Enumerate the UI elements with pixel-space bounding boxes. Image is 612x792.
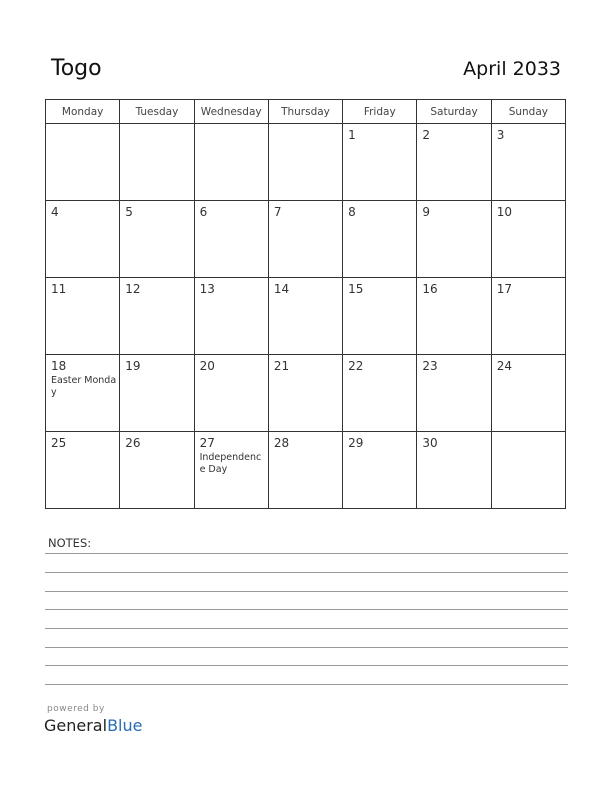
notes-line — [45, 553, 568, 554]
day-cell — [491, 278, 565, 355]
day-number: 8 — [348, 205, 356, 219]
week-row — [46, 278, 566, 355]
day-cell — [46, 355, 120, 432]
notes-line — [45, 647, 568, 648]
weekday-tuesday: Tuesday — [120, 100, 194, 124]
day-number: 17 — [496, 282, 512, 296]
notes-label: NOTES: — [48, 536, 92, 550]
weekday-monday: Monday — [46, 100, 120, 124]
day-cell — [343, 201, 417, 278]
day-number: 2 — [422, 128, 431, 142]
day-cell — [194, 124, 268, 201]
day-number: 10 — [496, 205, 512, 219]
day-number: 28 — [273, 436, 290, 450]
day-cell — [417, 278, 491, 355]
day-cell — [268, 432, 342, 509]
day-cell — [417, 432, 491, 509]
day-number: 20 — [199, 359, 215, 373]
weekday-saturday: Saturday — [417, 100, 491, 124]
day-cell — [417, 355, 491, 432]
day-cell — [194, 278, 268, 355]
day-number: 22 — [348, 359, 364, 373]
day-cell — [120, 432, 194, 509]
day-number: 13 — [199, 282, 215, 296]
day-number: 9 — [422, 205, 431, 219]
day-cell — [268, 124, 342, 201]
day-number: 15 — [348, 282, 364, 296]
notes-line — [45, 684, 568, 685]
day-cell — [343, 432, 417, 509]
weekday-header-row — [46, 100, 566, 124]
day-number: 1 — [348, 128, 356, 142]
day-cell — [491, 124, 565, 201]
day-number: 25 — [51, 436, 67, 450]
day-cell — [343, 355, 417, 432]
notes-line — [45, 591, 568, 592]
day-number: 5 — [125, 205, 133, 219]
day-cell — [120, 201, 194, 278]
day-cell — [194, 355, 268, 432]
week-row — [46, 201, 566, 278]
notes-line — [45, 628, 568, 629]
holiday-label: Independence Day — [199, 452, 262, 475]
weekday-thursday: Thursday — [268, 100, 342, 124]
day-number: 11 — [51, 282, 67, 296]
day-cell — [194, 201, 268, 278]
notes-line — [45, 665, 568, 666]
day-cell — [268, 355, 342, 432]
day-number: 18 — [51, 359, 67, 373]
weekday-wednesday: Wednesday — [194, 100, 268, 124]
weekday-friday: Friday — [343, 100, 417, 124]
brand-general: General — [44, 716, 108, 735]
day-number: 7 — [273, 205, 282, 219]
day-number: 3 — [496, 128, 505, 142]
day-cell — [343, 124, 417, 201]
day-number: 29 — [348, 436, 364, 450]
notes-line — [45, 572, 568, 573]
week-row — [46, 124, 566, 201]
country-title: Togo — [51, 56, 102, 81]
day-cell — [120, 124, 194, 201]
day-number: 6 — [199, 205, 208, 219]
day-cell — [417, 124, 491, 201]
day-number: 26 — [125, 436, 141, 450]
calendar-grid — [45, 99, 566, 509]
day-cell — [491, 355, 565, 432]
day-cell — [491, 201, 565, 278]
day-cell — [46, 278, 120, 355]
day-number: 16 — [422, 282, 438, 296]
week-row — [46, 355, 566, 432]
brand-logo — [44, 716, 142, 735]
day-cell — [268, 278, 342, 355]
day-number: 23 — [422, 359, 438, 373]
powered-by-text: powered by — [47, 704, 105, 714]
day-cell — [343, 278, 417, 355]
day-cell — [120, 278, 194, 355]
day-number: 12 — [125, 282, 141, 296]
day-number: 30 — [422, 436, 438, 450]
week-row — [46, 432, 566, 509]
day-cell — [46, 124, 120, 201]
day-cell — [417, 201, 491, 278]
day-cell — [120, 355, 194, 432]
day-cell — [491, 432, 565, 509]
day-number: 21 — [273, 359, 290, 373]
notes-line — [45, 609, 568, 610]
day-number: 19 — [125, 359, 141, 373]
day-cell — [194, 432, 268, 509]
day-cell — [46, 201, 120, 278]
holiday-label: Easter Monday — [51, 375, 117, 398]
brand-blue: Blue — [107, 716, 143, 735]
day-number: 14 — [273, 282, 290, 296]
month-year-title: April 2033 — [463, 58, 561, 80]
day-number: 4 — [51, 205, 59, 219]
day-cell — [46, 432, 120, 509]
day-cell — [268, 201, 342, 278]
weekday-sunday: Sunday — [491, 100, 565, 124]
day-number: 27 — [199, 436, 215, 450]
day-number: 24 — [496, 359, 512, 373]
